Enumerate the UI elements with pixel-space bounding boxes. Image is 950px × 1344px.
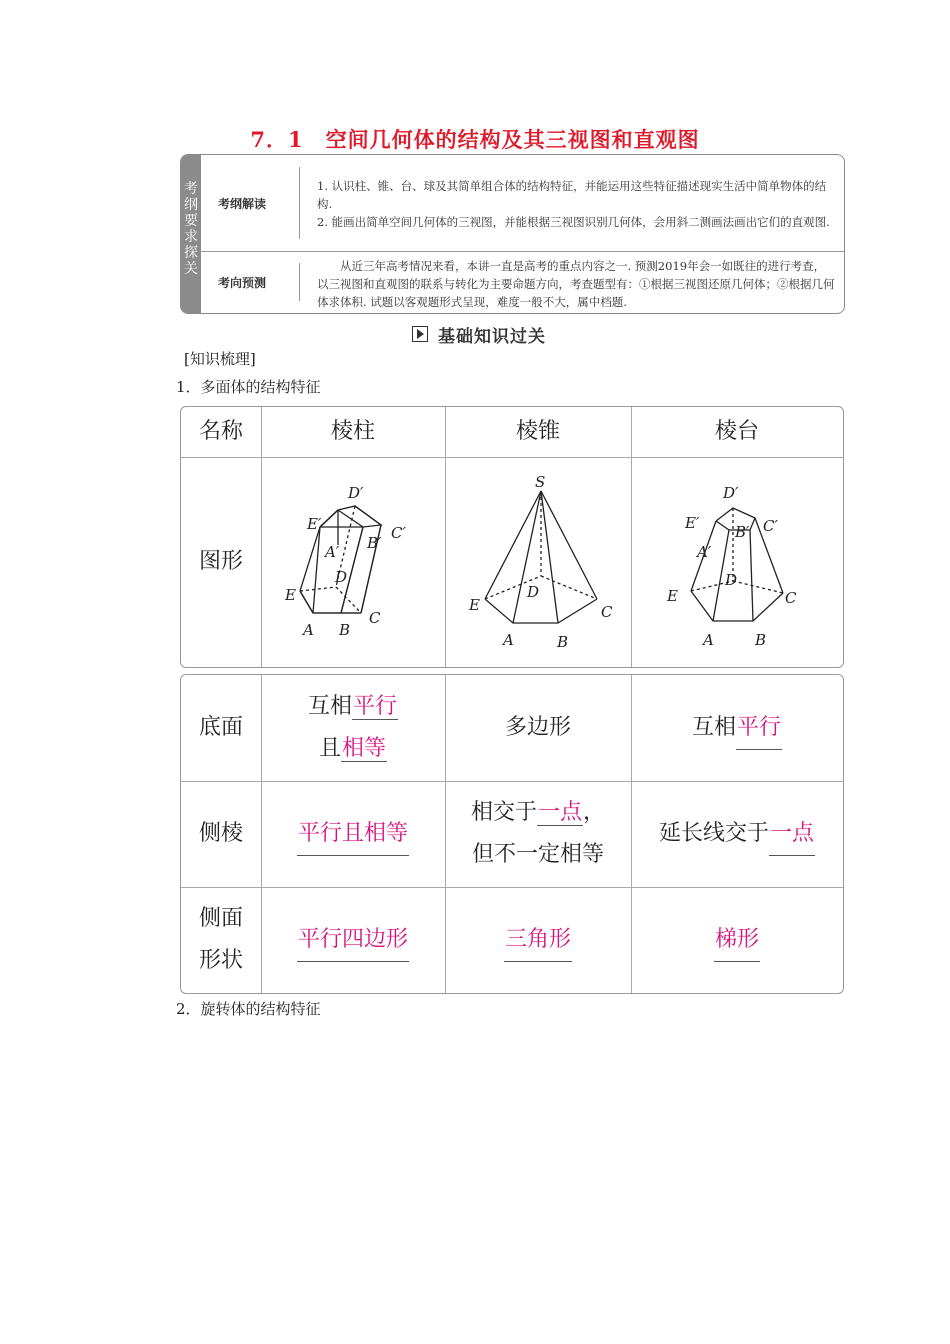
pyramid-vertex-label: S <box>535 473 546 491</box>
header-prism: 棱柱 <box>330 419 375 444</box>
pyramid-vertex-label: E <box>469 596 480 614</box>
prism-vertex-label: E <box>285 586 296 604</box>
prism-vertex-label: B <box>339 621 351 639</box>
section-tag: [知识梳理] <box>184 350 256 368</box>
syllabus-row-forecast <box>201 251 844 313</box>
pyramid-vertex-label: B <box>557 633 569 651</box>
syllabus-box <box>180 154 845 314</box>
answer-blank: 平行且相等 <box>297 813 409 856</box>
header-pyramid: 棱锥 <box>515 419 560 444</box>
frustum-vertex-label: C′ <box>763 517 778 535</box>
prism-vertex-label: C′ <box>391 524 406 542</box>
banner-text: 基础知识过关 <box>438 326 546 347</box>
syllabus-row-interpretation <box>201 155 844 252</box>
prism-vertex-label: E′ <box>307 515 322 533</box>
frustum-vertex-label: C <box>785 589 797 607</box>
syllabus-row-text: 从近三年高考情况来看，本讲一直是高考的重点内容之一. 预测2019年会一如既往的进行考查，以三视图和直观图的联系与转化为主要命题方向，考查题型有：①根据三视图还原几何体；②根据几何体求体积. 试题以客观题形式呈现，难度一般不大，属中档题. <box>317 259 835 309</box>
prism-vertex-label: C <box>369 609 381 627</box>
syllabus-row-label: 考向预测 <box>217 275 266 290</box>
syllabus-row-text: 1. 认识柱、锥、台、球及其简单组合体的结构特征，并能运用这些特征描述现实生活中简单物体的结构. 2. 能画出简单空间几何体的三视图，并能根据三视图识别几何体，会用斜二测画法画出它们的直观图. <box>317 179 830 229</box>
answer-blank: 相等 <box>342 736 387 761</box>
pyramid-figure <box>463 473 623 653</box>
header-name: 名称 <box>198 419 243 444</box>
answer-blank: 平行四边形 <box>297 919 409 962</box>
prism-vertex-label: A <box>303 621 314 639</box>
syllabus-side-label: 考纲要求探关 <box>181 155 201 313</box>
frustum-vertex-label: B <box>755 631 767 649</box>
prism-vertex-label: D′ <box>348 484 364 502</box>
cell-frustum-face <box>631 887 843 993</box>
row-label-base: 底面 <box>198 715 243 740</box>
cell-pyramid-base: 多边形 <box>504 715 571 740</box>
heading-polyhedra: 1．多面体的结构特征 <box>176 378 321 396</box>
section-banner <box>412 322 546 346</box>
syllabus-row-label: 考纲解读 <box>217 196 266 211</box>
cell-prism-face <box>261 887 445 993</box>
answer-blank: 平行 <box>736 707 782 750</box>
row-label-face: 侧面 形状 <box>198 906 243 973</box>
cell-prism-edge <box>261 781 445 887</box>
prism-figure <box>273 473 438 653</box>
heading-solids-of-revolution: 2．旋转体的结构特征 <box>176 1000 321 1018</box>
answer-blank: 平行 <box>353 694 398 719</box>
answer-blank: 三角形 <box>504 919 572 962</box>
page-title: 7．1 空间几何体的结构及其三视图和直观图 <box>250 127 700 152</box>
frustum-vertex-label: B′ <box>735 523 750 541</box>
frustum-vertex-label: E <box>667 587 678 605</box>
pyramid-vertex-label: C <box>601 603 613 621</box>
frustum-vertex-label: E′ <box>685 514 700 532</box>
prism-vertex-label: D <box>335 568 348 586</box>
answer-blank: 一点 <box>537 800 582 825</box>
cell-prism-base: 互相平行 且相等 <box>307 694 398 761</box>
figure-label: 图形 <box>198 549 243 574</box>
frustum-vertex-label: A <box>703 631 714 649</box>
cell-frustum-edge: 延长线交于 一点 <box>631 781 843 887</box>
play-icon <box>412 326 428 342</box>
answer-blank: 一点 <box>769 813 815 856</box>
prism-vertex-label: B′ <box>367 534 382 552</box>
cell-pyramid-edge: 相交于一点， 但不一定相等 <box>470 800 606 867</box>
header-frustum: 棱台 <box>714 419 759 444</box>
frustum-figure <box>663 473 823 653</box>
row-label-edge: 侧棱 <box>198 821 243 846</box>
frustum-vertex-label: D <box>725 571 738 589</box>
structure-table-bottom <box>180 674 844 994</box>
cell-pyramid-face <box>445 887 631 993</box>
structure-table-top <box>180 406 844 668</box>
cell-frustum-base: 互相 平行 <box>631 675 843 781</box>
answer-blank: 梯形 <box>714 919 760 962</box>
frustum-vertex-label: A′ <box>697 543 712 561</box>
pyramid-vertex-label: A <box>503 631 514 649</box>
frustum-vertex-label: D′ <box>723 484 739 502</box>
prism-vertex-label: A′ <box>325 543 340 561</box>
pyramid-vertex-label: D <box>527 583 540 601</box>
